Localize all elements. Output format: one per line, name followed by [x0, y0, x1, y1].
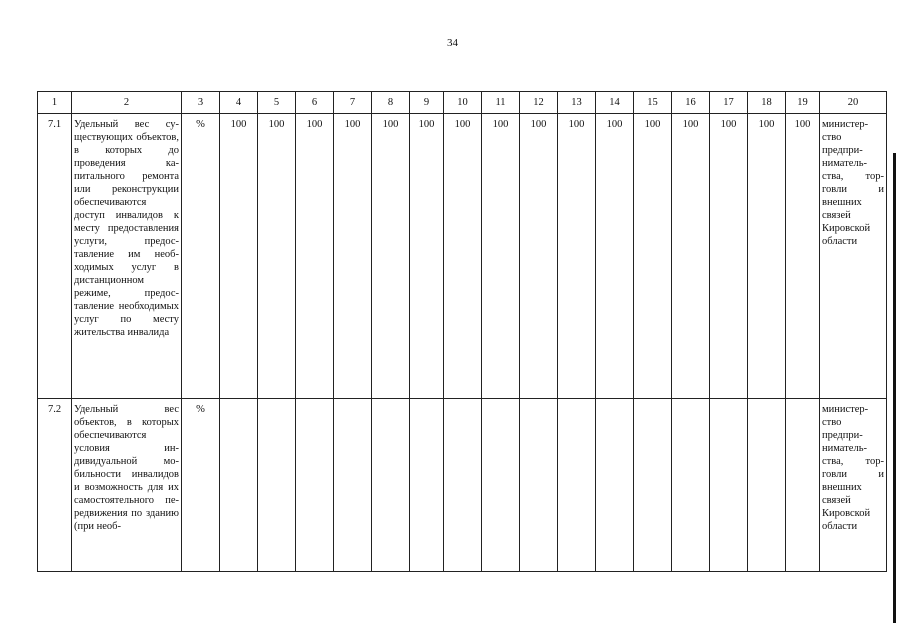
value-cell: 100 [482, 114, 520, 399]
value-cell [444, 399, 482, 572]
col-header: 6 [296, 92, 334, 114]
responsible-body: министерство предпринимательства, торговли и внешних связей Кировской области [820, 399, 887, 572]
page-number: 34 [447, 37, 458, 49]
value-cell: 100 [334, 114, 372, 399]
col-header: 5 [258, 92, 296, 114]
value-cell [296, 399, 334, 572]
header-row [38, 92, 887, 114]
table-row [38, 114, 887, 399]
col-header: 2 [72, 92, 182, 114]
value-cell [672, 399, 710, 572]
value-cell [334, 399, 372, 572]
value-cell [634, 399, 672, 572]
unit-cell: % [182, 399, 220, 572]
value-cell: 100 [634, 114, 672, 399]
value-cell: 100 [786, 114, 820, 399]
col-header: 13 [558, 92, 596, 114]
col-header: 17 [710, 92, 748, 114]
row-number: 7.2 [38, 399, 72, 572]
col-header: 18 [748, 92, 786, 114]
col-header: 14 [596, 92, 634, 114]
value-cell [558, 399, 596, 572]
value-cell: 100 [596, 114, 634, 399]
col-header: 8 [372, 92, 410, 114]
col-header: 4 [220, 92, 258, 114]
indicator-description: Удельный вес существующих объектов, в которых до проведения капитального ремонта или реконструкции обеспечиваются доступ инвалидов к месту предоставления услуги, предоставление им необходимых услуг в дистанционном режиме, предоставление необходимых услуг по месту жительства инвалида [72, 114, 182, 399]
col-header: 3 [182, 92, 220, 114]
value-cell: 100 [672, 114, 710, 399]
unit-cell: % [182, 114, 220, 399]
scan-edge-line [893, 153, 896, 623]
value-cell: 100 [444, 114, 482, 399]
value-cell: 100 [372, 114, 410, 399]
indicator-table [37, 91, 887, 572]
value-cell: 100 [220, 114, 258, 399]
col-header: 7 [334, 92, 372, 114]
responsible-body: министерство предпринимательства, торговли и внешних связей Кировской области [820, 114, 887, 399]
value-cell: 100 [410, 114, 444, 399]
value-cell: 100 [710, 114, 748, 399]
value-cell: 100 [296, 114, 334, 399]
value-cell: 100 [748, 114, 786, 399]
col-header: 19 [786, 92, 820, 114]
value-cell [372, 399, 410, 572]
value-cell: 100 [558, 114, 596, 399]
value-cell [786, 399, 820, 572]
value-cell: 100 [258, 114, 296, 399]
col-header: 10 [444, 92, 482, 114]
col-header: 15 [634, 92, 672, 114]
col-header: 9 [410, 92, 444, 114]
col-header: 12 [520, 92, 558, 114]
col-header: 16 [672, 92, 710, 114]
value-cell [520, 399, 558, 572]
value-cell [220, 399, 258, 572]
value-cell [748, 399, 786, 572]
value-cell [258, 399, 296, 572]
value-cell [410, 399, 444, 572]
col-header: 20 [820, 92, 887, 114]
row-number: 7.1 [38, 114, 72, 399]
value-cell: 100 [520, 114, 558, 399]
value-cell [482, 399, 520, 572]
indicator-description: Удельный вес объектов, в которых обеспечиваются условия индивидуальной мобильности инвалидов и возможность для их самостоятельного передвижения по зданию (при необ- [72, 399, 182, 572]
col-header: 11 [482, 92, 520, 114]
table-row [38, 399, 887, 572]
value-cell [710, 399, 748, 572]
col-header: 1 [38, 92, 72, 114]
value-cell [596, 399, 634, 572]
